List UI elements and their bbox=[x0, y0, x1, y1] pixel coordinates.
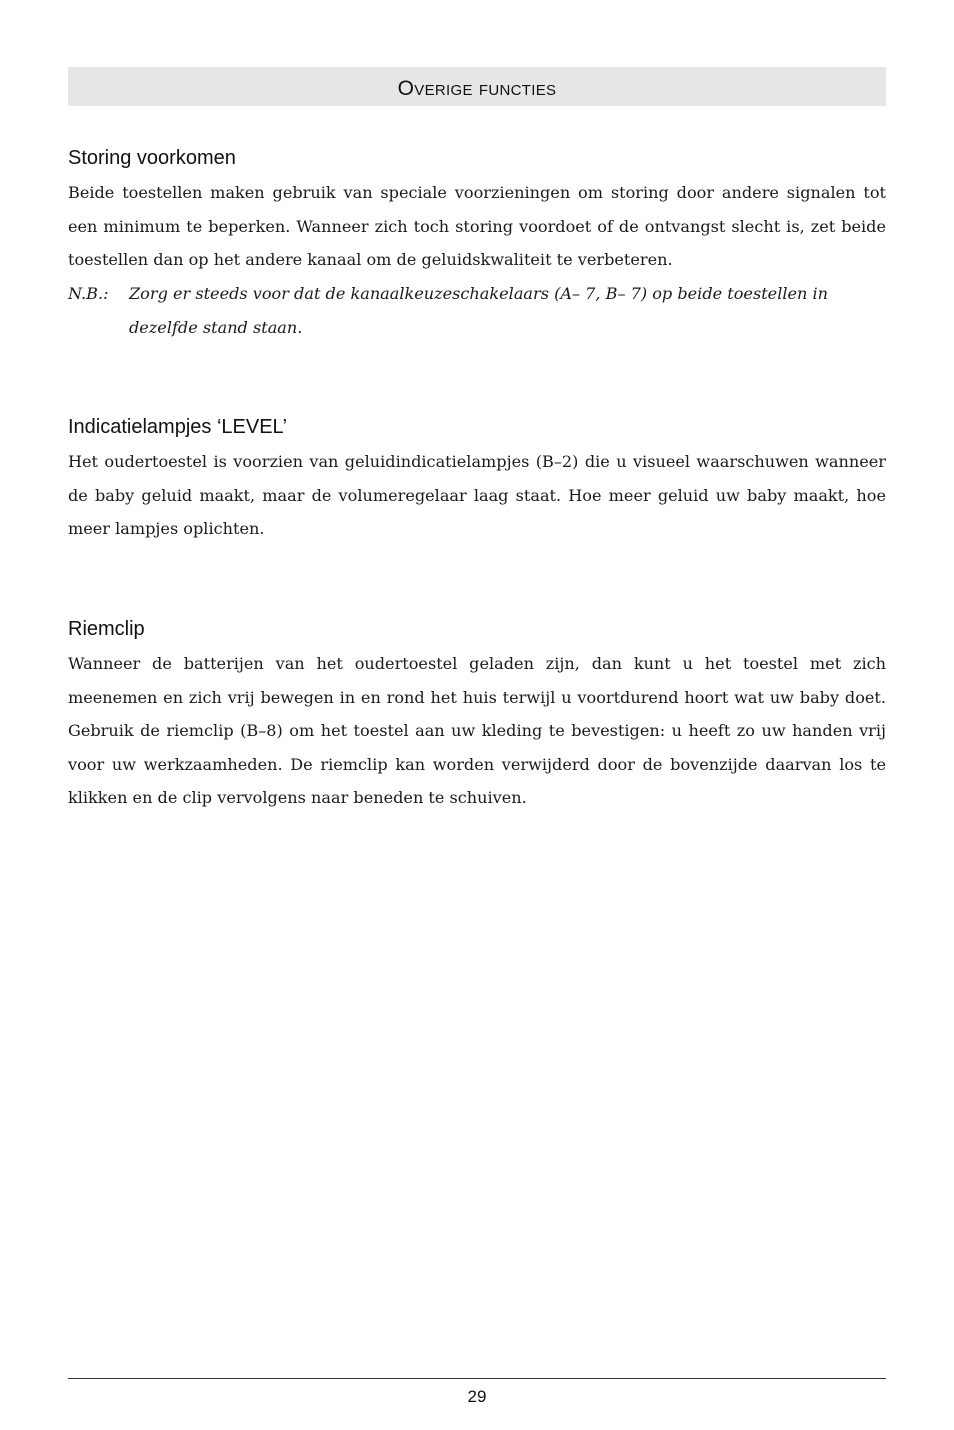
section-title-riemclip: Riemclip bbox=[68, 618, 145, 640]
section-body-level: Het oudertoestel is voorzien van geluidindicatielampjes (B–2) die u visueel waarschuwen wanneer de baby geluid maakt, maar de volumeregelaar laag staat. Hoe meer geluid uw baby maakt, hoe meer lampjes oplichten. bbox=[68, 452, 886, 539]
footer-rule bbox=[68, 1378, 886, 1379]
note-block bbox=[68, 277, 886, 344]
section-title-storing: Storing voorkomen bbox=[68, 147, 236, 169]
section-body-storing: Beide toestellen maken gebruik van speciale voorzieningen om storing door andere signalen tot een minimum te beperken. Wanneer zich toch storing voordoet of de ontvangst slecht is, zet beide toestellen dan op het andere kanaal om de geluidskwaliteit te verbeteren. bbox=[68, 183, 886, 270]
note-text: Zorg er steeds voor dat de kanaalkeuzeschakelaars (A– 7, B– 7) op beide toestellen in dezelfde stand staan. bbox=[129, 284, 829, 337]
chapter-banner bbox=[68, 67, 886, 106]
note-label: N.B.: bbox=[68, 284, 109, 303]
section-body-riemclip: Wanneer de batterijen van het oudertoestel geladen zijn, dan kunt u het toestel met zich meenemen en zich vrij bewegen in en rond het huis terwijl u voortdurend hoort wat uw baby doet. Gebruik de riemclip (B–8) om het toestel aan uw kleding te bevestigen: u heeft zo uw handen vrij voor uw werkzaamheden. De riemclip kan worden verwijderd door de bovenzijde daarvan los te klikken en de clip vervolgens naar beneden te schuiven. bbox=[68, 654, 886, 808]
section-title-level: Indicatielampjes ‘LEVEL’ bbox=[68, 416, 288, 438]
page-number: 29 bbox=[467, 1387, 487, 1406]
chapter-title: Overige functies bbox=[397, 77, 557, 100]
